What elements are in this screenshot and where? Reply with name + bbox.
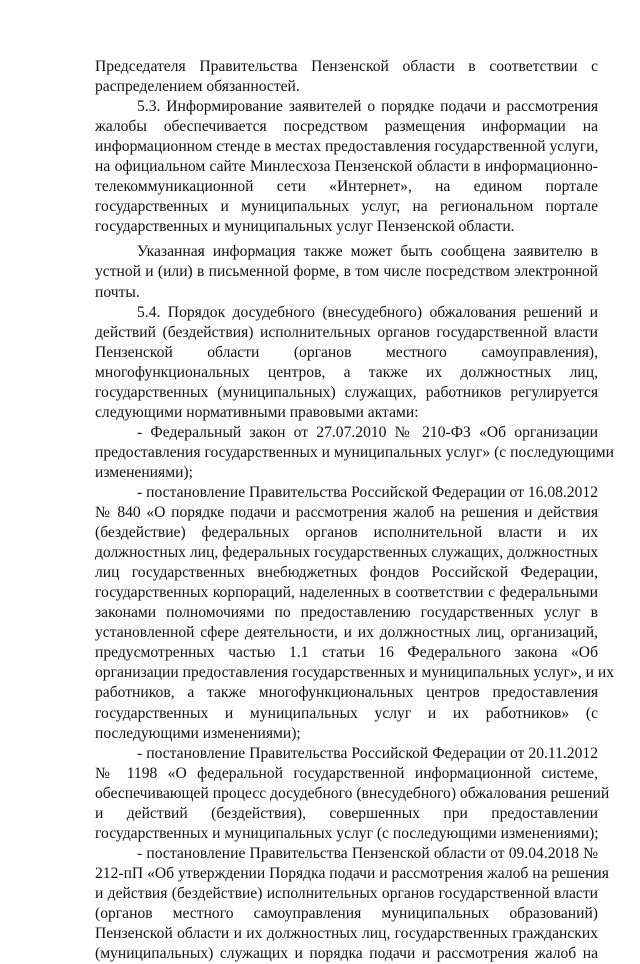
text-line: - Федеральный закон от 27.07.2010 № 210-ФЗ «Об организации [137,423,598,441]
text-line: государственных и муниципальных услуг и их работников» (с [95,704,598,722]
text-line: организации предоставления государственных и муниципальных услуг», и их [95,664,615,682]
text-line: (бездействие) федеральных органов исполнительной власти и их [95,524,598,542]
text-line: следующими нормативными правовыми актами: [95,403,419,421]
text-line: обеспечивающей процесс досудебного (внесудебного) обжалования решений [95,784,610,802]
text-line: № 840 «О порядке подачи и рассмотрения жалоб на решения и действия [95,504,598,522]
text-line: последующими изменениями); [95,724,301,742]
text-line: - постановление Правительства Российской Федерации от 20.11.2012 [137,744,598,762]
text-line: государственных (муниципальных) служащих, работников регулируется [95,383,598,401]
text-line: на официальном сайте Минлесхоза Пензенской области в информационно- [95,158,598,176]
text-line: 5.4. Порядок досудебного (внесудебного) обжалования решений и [137,303,598,321]
text-line: государственных и муниципальных услуг (с последующими изменениями); [95,824,599,842]
text-line: многофункциональных центров, а также их должностных лиц, [95,363,598,381]
text-line: - постановление Правительства Российской Федерации от 16.08.2012 [137,483,598,501]
text-line: телекоммуникационной сети «Интернет», на едином портале [95,178,598,196]
text-line: жалобы обеспечивается посредством размещения информации на [95,118,598,136]
text-line: Пензенской области и их должностных лиц, государственных гражданских [95,925,598,943]
text-line: 212-пП «Об утверждении Порядка подачи и рассмотрения жалоб на решения [95,864,609,882]
text-line: информационном стенде в местах предоставления государственной услуги, [95,138,599,156]
text-line: Пензенской области (органов местного самоуправления), [95,343,598,361]
text-line: (органов местного самоуправления муниципальных образований) [95,904,598,922]
text-line: распределением обязанностей. [95,78,300,96]
text-line: (муниципальных) служащих и порядка подачи и рассмотрения жалоб на [95,945,598,963]
text-line: - постановление Правительства Пензенской области от 09.04.2018 № [137,844,598,862]
text-line: № 1198 «О федеральной государственной информационной системе, [95,764,598,782]
text-line: Председателя Правительства Пензенской области в соответствии с [95,58,598,75]
text-line: законами полномочиями по предоставлению государственных услуг в [95,604,598,622]
text-line: и действий (бездействия), совершенных при предоставлении [95,804,598,822]
document-body [95,57,615,964]
text-line: предоставления государственных и муниципальных услуг» (с последующими [95,443,615,461]
text-line: Указанная информация также может быть сообщена заявителю в [137,243,598,261]
text-line: 5.3. Информирование заявителей о порядке подачи и рассмотрения [137,98,598,116]
text-line: государственных и муниципальных услуг, на региональном портале [95,198,598,216]
text-line: должностных лиц, федеральных государственных служащих, должностных [95,544,599,562]
text-line: государственных и муниципальных услуг Пензенской области. [95,218,515,236]
text-line: и действия (бездействие) исполнительных органов государственной власти [95,884,598,902]
text-line: установленной сфере деятельности, и их должностных лиц, организаций, [95,624,598,642]
text-line: лиц государственных внебюджетных фондов Российской Федерации, [95,564,598,582]
text-line: почты. [95,283,140,301]
text-line: предусмотренных частью 1.1 статьи 16 Федерального закона «Об [95,644,598,662]
text-line: действий (бездействия) исполнительных органов государственной власти [95,323,598,341]
text-line: работников, а также многофункциональных центров предоставления [95,684,598,702]
text-line: устной и (или) в письменной форме, в том числе посредством электронной [95,263,598,281]
text-line: изменениями); [95,463,193,481]
text-line: государственных корпораций, наделенных в соответствии с федеральными [95,584,598,602]
